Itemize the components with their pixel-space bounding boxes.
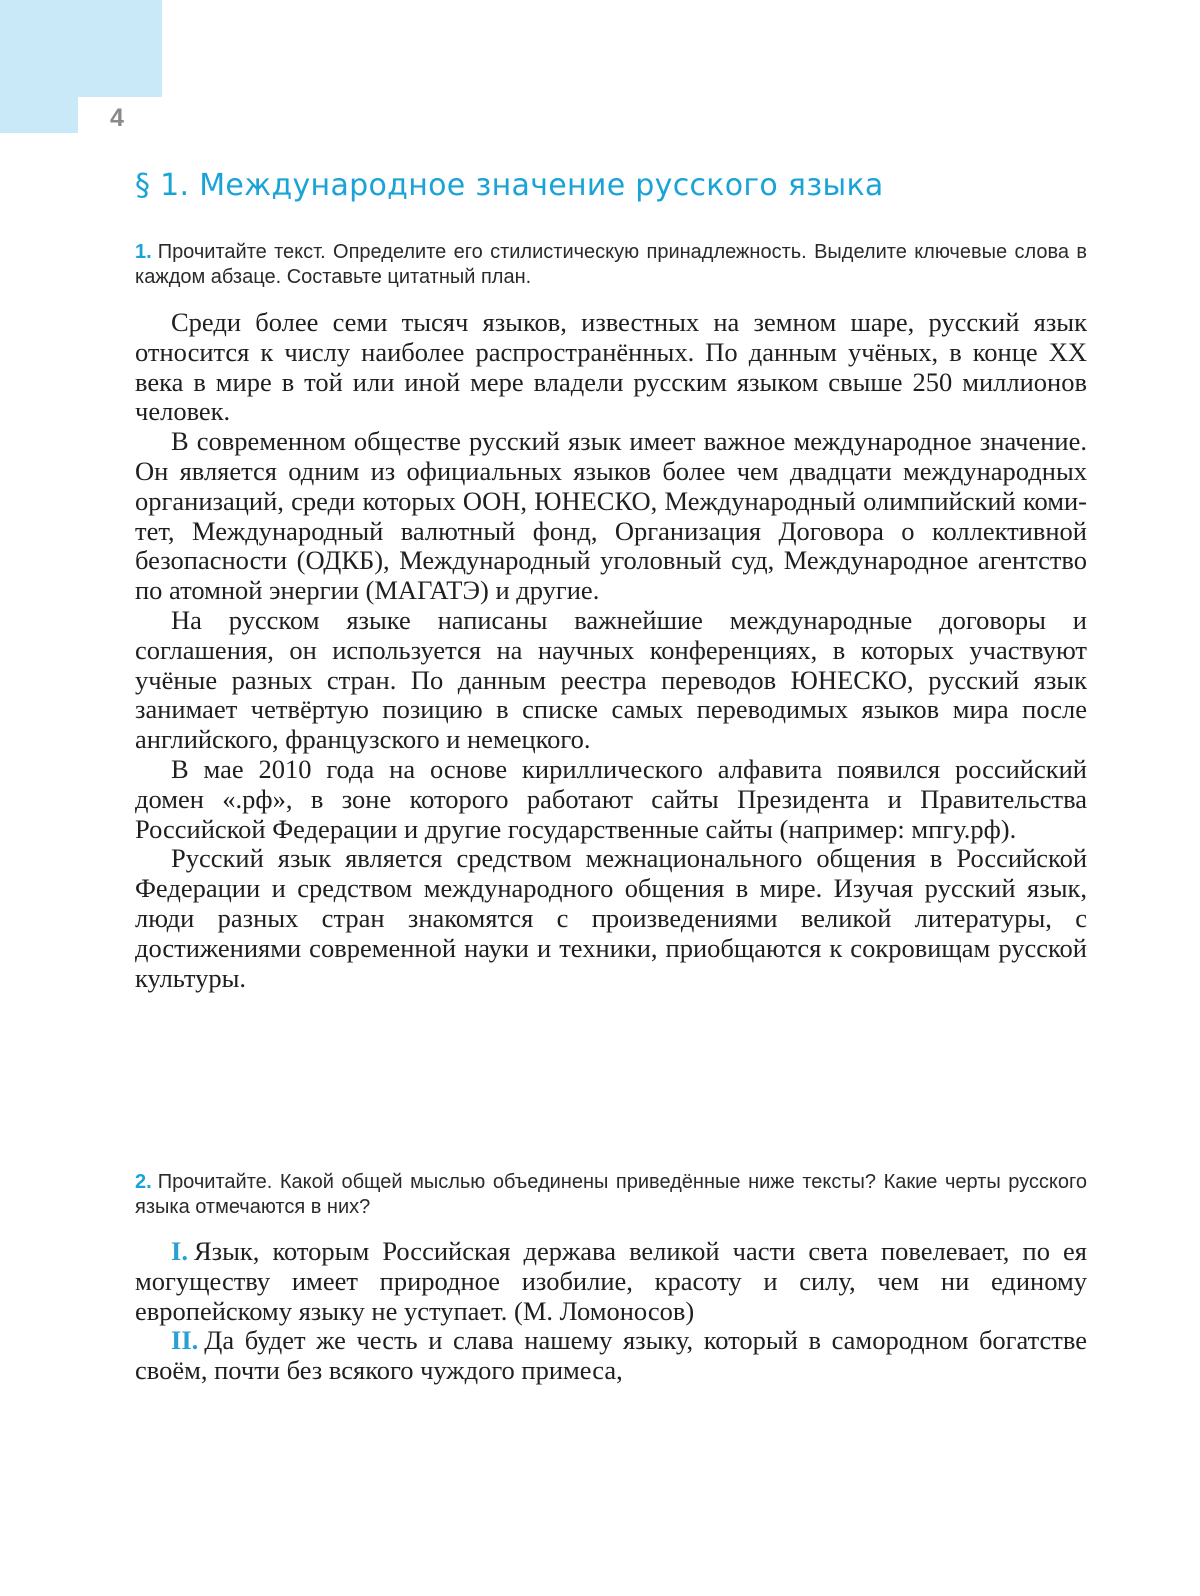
paragraph: Русский язык является средством межнационального общения в Российской Федерации и средством международного общения в мире. Изучая русский язык, люди разных стран знакомятся с произведениями великой литературы, с достижениями современной науки и техники, приобщаются к сокровищам русской культуры. (135, 843, 1087, 993)
quote-item (135, 1326, 1087, 1386)
task-2-text: Прочитайте. Какой общей мыслью объединены приведённые ниже тексты? Какие черты русского языка отмечаются в них? (135, 1171, 1087, 1218)
paragraph: Среди более семи тысяч языков, известных на земном шаре, русский язык относится к числу наиболее распространённых. По данным учёных, в конце XX века в мире в той или иной мере владели русским языком свыше 250 миллионов человек. (135, 307, 1087, 427)
quote-item (135, 1237, 1087, 1326)
reading-text-1 (135, 308, 1087, 993)
quote-text: Язык, которым Российская держава великой части света повелевает, по ея могуществу имеет природное изобилие, красоту и силу, чем ни единому европейскому языку не уступает. (М. Ломоносов) (135, 1236, 1087, 1326)
quote-numeral: II. (171, 1325, 199, 1356)
corner-decoration (0, 0, 162, 97)
task-1-number: 1. (135, 241, 152, 263)
task-1-text: Прочитайте текст. Определите его стилистическую принадлежность. Выделите ключевые слова в каждом абзаце. Составьте цитатный план. (135, 241, 1087, 288)
quote-numeral: I. (171, 1236, 188, 1266)
page-number: 4 (110, 104, 124, 132)
paragraph: В современном обществе русский язык имеет важное международное значение. Он является одним из официальных языков более чем двадцати международных организаций, среди которых ООН, ЮНЕСКО, Международный олимпийский комитет, Международный валютный фонд, Организация Договора о коллективной безопасности (ОДКБ), Международный уголовный суд, Международное агентство по атомной энергии (МАГАТЭ) и другие. (135, 426, 1087, 606)
task-2 (135, 1170, 1087, 1220)
reading-text-2 (135, 1237, 1087, 1386)
paragraph: На русском языке написаны важнейшие международные договоры и соглашения, он используется на научных конференциях, в которых участвуют учёные разных стран. По данным реестра переводов ЮНЕСКО, русский язык занимает четвёртую позицию в списке самых переводимых языков мира после английского, французского и немецкого. (135, 604, 1087, 755)
quote-text: Да будет же честь и слава нашему языку, который в самородном богатстве своём, почти без всякого чуждого примеса, (135, 1325, 1087, 1386)
section-title: § 1. Международное значение русского языка (135, 168, 884, 203)
paragraph: В мае 2010 года на основе кириллического алфавита появился российский домен «.рф», в зоне которого работают сайты Президента и Правительства Российской Федерации и другие государственные сайты (например: мпгу.рф). (135, 753, 1087, 844)
corner-decoration-strip (0, 97, 78, 133)
task-2-number: 2. (135, 1171, 152, 1193)
task-1 (135, 240, 1087, 290)
